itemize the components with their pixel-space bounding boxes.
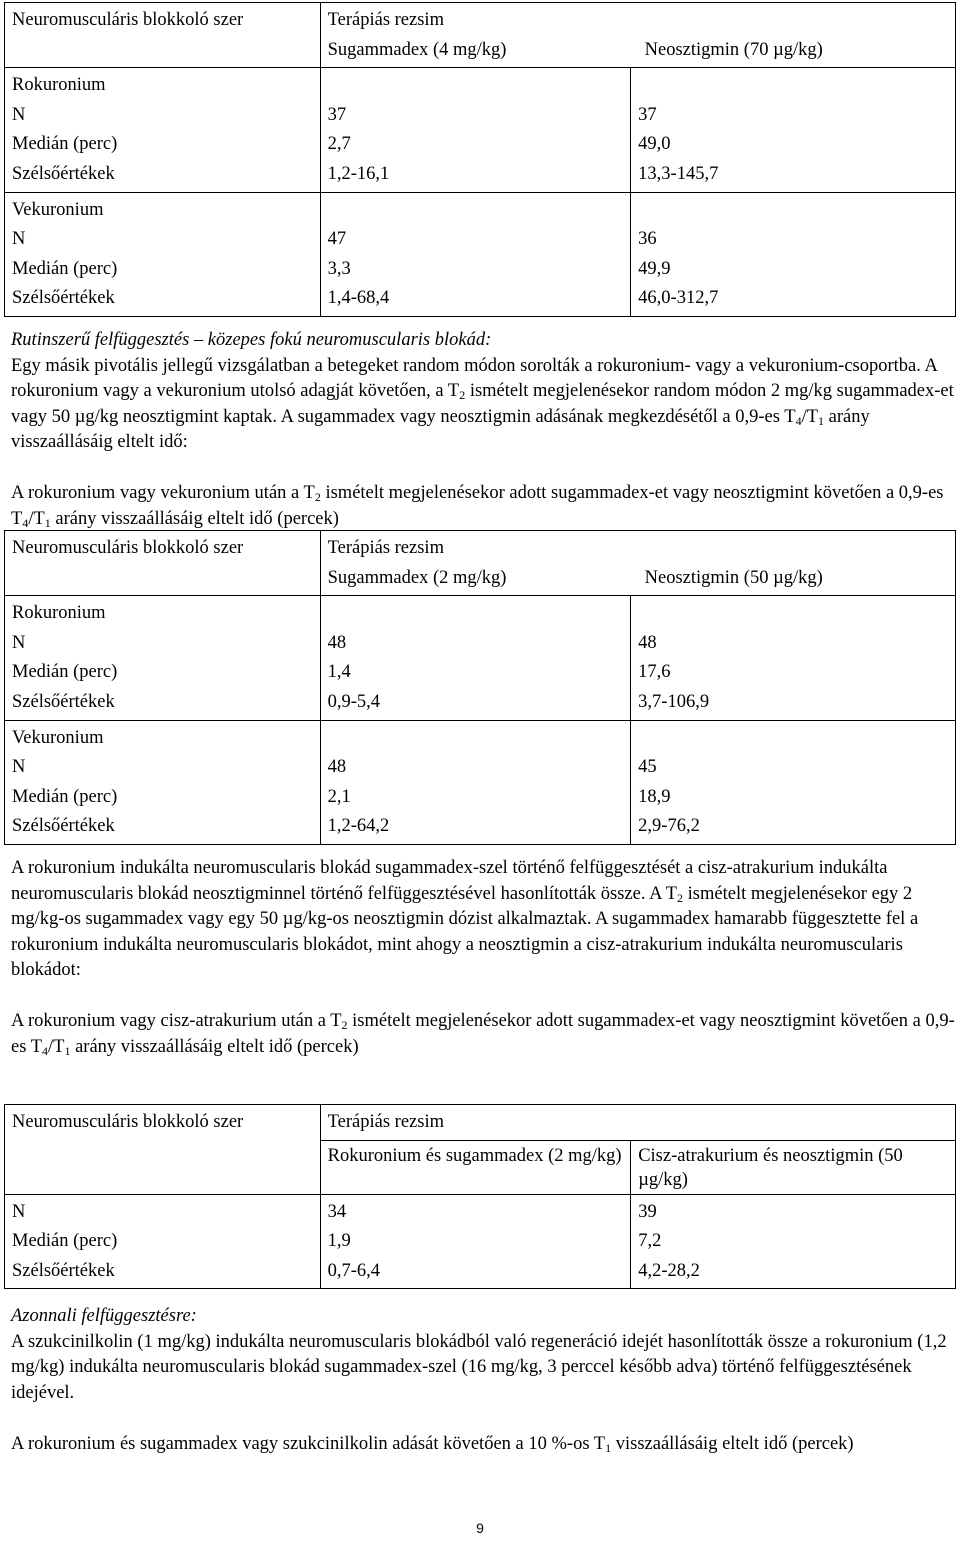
- table-cell: Vekuronium N Medián (perc) Szélsőértékek: [5, 720, 321, 844]
- table-subheader-row: [5, 1140, 956, 1194]
- table-header-cell: Neuromusculáris blokkoló szer: [5, 1105, 321, 1141]
- table-header-row: [5, 3, 956, 68]
- table-row: [5, 720, 956, 844]
- page-number: 9: [476, 1520, 484, 1536]
- body-paragraph: Egy másik pivotális jellegű vizsgálatban a betegeket random módon sorolták a rokuronium- vagy a vekuronium-csoportba. A rokuronium vagy a vekuronium utolsó adagját követően, a $T_2$ ismételt megjelenésekor random módon 2 mg/kg sugammadex-et vagy 50 µg/kg neosztigmint kaptak. A sugammadex vagy neosztigmin adásának megkezdésétől a 0,9-es $T_4/T_1$ arány visszaállásáig eltelt idő:: [11, 355, 954, 452]
- results-table-1: [4, 2, 956, 317]
- section-immediate-reversal: [11, 1304, 956, 1457]
- table-header-cell: Cisz-atrakurium és neosztigmin (50 µg/kg): [631, 1140, 956, 1194]
- table-cell: 45 18,9 2,9-76,2: [631, 720, 956, 844]
- table-row: [5, 192, 956, 316]
- table-cell: 36 49,9 46,0-312,7: [631, 192, 956, 316]
- section-routine-reversal: [11, 328, 956, 532]
- table-cell: 48 2,1 1,2-64,2: [320, 720, 631, 844]
- table-caption: A rokuronium vagy vekuronium után a $T_2$ ismételt megjelenésekor adott sugammadex-et vagy neosztigmint követően a 0,9-es $T_4/T_1$ arány visszaállásáig eltelt idő (percek): [11, 483, 944, 530]
- section-heading: Rutinszerű felfüggesztés – közepes fokú neuromuscularis blokád:: [11, 330, 492, 350]
- body-paragraph: A rokuronium indukálta neuromuscularis blokád sugammadex-szel történő felfüggesztését a cisz-atrakurium indukálta neuromuscularis blokád neosztigminnel történő felfüggesztésével hasonlították össze. A $T_2$ ismételt megjelenésekor egy 2 mg/kg-os sugammadex vagy egy 50 µg/kg-os neosztigmin dózist alkalmaztak. A sugammadex hamarabb függesztette fel a rokuronium indukálta neuromuscularis blokádot, mint ahogy a neosztigmin a cisz-atrakurium indukálta neuromuscularis blokádot:: [11, 858, 919, 980]
- table-header-row: [5, 531, 956, 596]
- table-cell: N Medián (perc) Szélsőértékek: [5, 1194, 321, 1289]
- table-cell: Rokuronium N Medián (perc) Szélsőértékek: [5, 596, 321, 720]
- table-cell: 34 1,9 0,7-6,4: [320, 1194, 631, 1289]
- table-header-cell: Terápiás rezsim Sugammadex (2 mg/kg) Neosztigmin (50 µg/kg): [320, 531, 955, 596]
- results-table-2: [4, 530, 956, 845]
- table-cell: [5, 1140, 321, 1194]
- table-cell: Vekuronium N Medián (perc) Szélsőértékek: [5, 192, 321, 316]
- table-cell: 48 1,4 0,9-5,4: [320, 596, 631, 720]
- table-caption: A rokuronium és sugammadex vagy szukcinilkolin adását követően a 10 %-os $T_1$ visszaállásáig eltelt idő (percek): [11, 1433, 854, 1455]
- table-header-cell: Rokuronium és sugammadex (2 mg/kg): [320, 1140, 631, 1194]
- table-header-cell: Neuromusculáris blokkoló szer: [5, 531, 321, 596]
- table-cell: 37 2,7 1,2-16,1: [320, 68, 631, 192]
- table-row: [5, 596, 956, 720]
- table-header-cell: Neuromusculáris blokkoló szer: [5, 3, 321, 68]
- table-header-cell: Terápiás rezsim: [320, 1105, 955, 1141]
- table-caption: A rokuronium vagy cisz-atrakurium után a $T_2$ ismételt megjelenésekor adott sugammadex-et vagy neosztigmint követően a 0,9-es $T_4/T_1$ arány visszaállásáig eltelt idő (percek): [11, 1011, 955, 1058]
- table-cell: 37 49,0 13,3-145,7: [631, 68, 956, 192]
- table-header-cell: Terápiás rezsim Sugammadex (4 mg/kg) Neosztigmin (70 µg/kg): [320, 3, 955, 68]
- results-table-3: [4, 1104, 956, 1289]
- table-row: [5, 1194, 956, 1289]
- section-heading: Azonnali felfüggesztésre:: [11, 1306, 197, 1326]
- table-header-row: [5, 1105, 956, 1141]
- table-row: [5, 68, 956, 192]
- table-cell: 47 3,3 1,4-68,4: [320, 192, 631, 316]
- section-cisatracurium-comparison: [11, 856, 956, 1060]
- body-paragraph: A szukcinilkolin (1 mg/kg) indukálta neuromuscularis blokádból való regeneráció idejét hasonlították össze a rokuronium (1,2 mg/kg) indukálta neuromuscularis blokád sugammadex-szel (16 mg/kg, 3 perccel később adva) történő felfüggesztésének idejével.: [11, 1331, 947, 1403]
- table-cell: 48 17,6 3,7-106,9: [631, 596, 956, 720]
- table-cell: 39 7,2 4,2-28,2: [631, 1194, 956, 1289]
- table-cell: Rokuronium N Medián (perc) Szélsőértékek: [5, 68, 321, 192]
